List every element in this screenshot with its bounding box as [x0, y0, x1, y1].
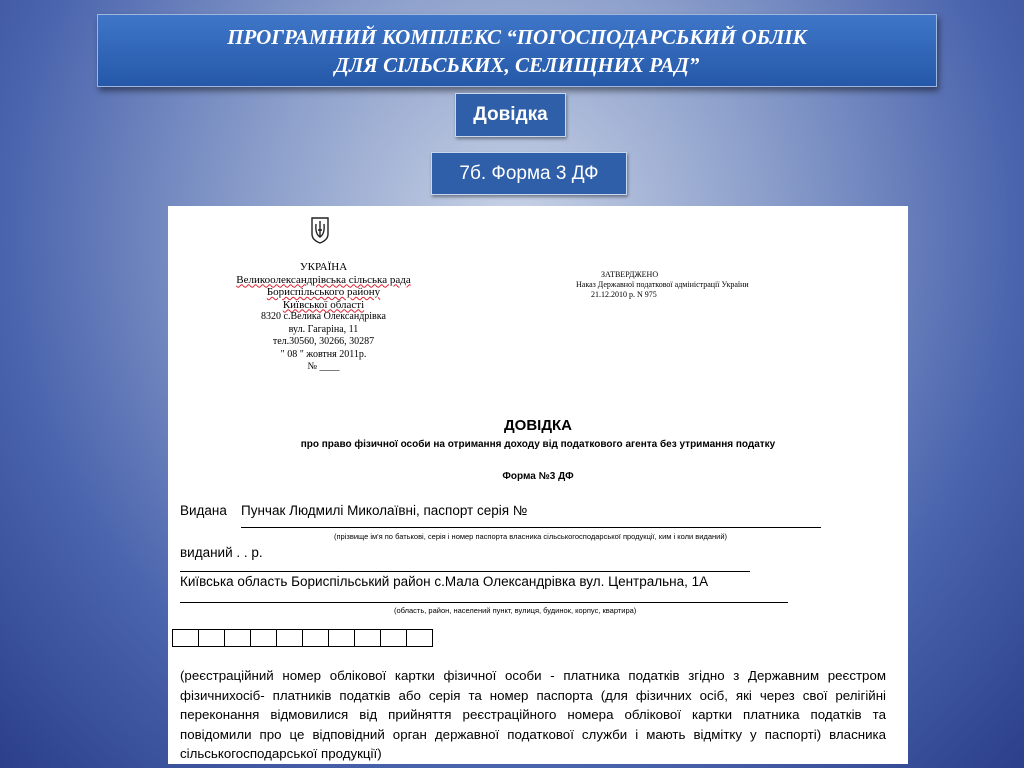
registration-number-cell: [380, 629, 407, 647]
underline-2: [180, 571, 750, 572]
approved-date: 21.12.2010 р. N 975: [591, 290, 657, 299]
council-name: Великоолександрівська сільська рада: [236, 273, 411, 286]
dovidka-badge: Довідка: [455, 93, 566, 137]
form-badge: 7б. Форма 3 ДФ: [431, 152, 627, 195]
phones: тел.30560, 30266, 30287: [272, 336, 375, 347]
issue-number: № ____: [307, 361, 340, 372]
approved-title: ЗАТВЕРДЖЕНО: [601, 270, 659, 279]
registration-number-cell: [250, 629, 277, 647]
approval-stamp: [576, 270, 749, 300]
registration-number-cell: [354, 629, 381, 647]
registration-number-cell: [276, 629, 303, 647]
banner-line-1: ПРОГРАМНИЙ КОМПЛЕКС “ПОГОСПОДАРСЬКИЙ ОБЛІК: [227, 24, 807, 49]
registration-number-cell: [172, 629, 199, 647]
registration-number-cell: [328, 629, 355, 647]
banner-line-2: ДЛЯ СІЛЬСЬКИХ, СЕЛИЩНИХ РАД”: [334, 52, 700, 77]
district-name: Бориспільського району: [266, 286, 381, 298]
underline-1: [241, 527, 821, 528]
issued-to-value: Пунчак Людмилі Миколаївні, паспорт серія №: [241, 503, 528, 518]
document-title: ДОВІДКА: [503, 417, 573, 434]
address-line-2: вул. Гагаріна, 11: [288, 323, 359, 335]
registration-number-cell: [198, 629, 225, 647]
document-subtitle: про право фізичної особи на отримання доходу від податкового агента без утримання податку: [300, 439, 776, 450]
registration-number-cell: [406, 629, 433, 647]
registration-number-cells: [173, 629, 433, 647]
address-line-1: 8320 с.Велика Олександрівка: [261, 311, 386, 322]
hint-address: (область, район, населений пункт, вулиця, будинок, корпус, квартира): [394, 606, 637, 615]
trident-emblem-icon: [310, 216, 330, 244]
issued-by: виданий . . р.: [180, 545, 263, 560]
region-name: Київської області: [282, 298, 365, 311]
country: УКРАЇНА: [299, 261, 348, 273]
underline-3: [180, 602, 788, 603]
registration-number-cell: [302, 629, 329, 647]
hint-person: (прізвище ім'я по батькові, серія і номер паспорта власника сільськогосподарської продукції, ким і коли виданий): [334, 532, 728, 541]
registration-note: (реєстраційний номер облікової картки фізичної особи - платника податків згідно з Державним реєстром фізичнихосіб- платників податків або серія та номер паспорта (для фізичних осіб, які через свої релігійні переконання відмовилися від прийняття реєстраційного номера облікової картки платника податків та повідомили про це відповідний орган державної податкової служби і мають відмітку у паспорті) власника сільськогосподарської продукції): [180, 668, 886, 761]
address-value: Київська область Бориспільський район с.Мала Олександрівка вул. Центральна, 1А: [180, 574, 709, 589]
issuer-header: [186, 261, 461, 374]
issued-label: Видана: [180, 503, 227, 518]
issue-date: " 08 " жовтня 2011р.: [280, 348, 367, 360]
presentation-banner: [97, 14, 937, 87]
certificate-document: [168, 206, 908, 764]
registration-number-cell: [224, 629, 251, 647]
form-number: Форма №3 ДФ: [502, 471, 574, 482]
approved-order: Наказ Державної податкової адміністрації України: [576, 280, 749, 289]
